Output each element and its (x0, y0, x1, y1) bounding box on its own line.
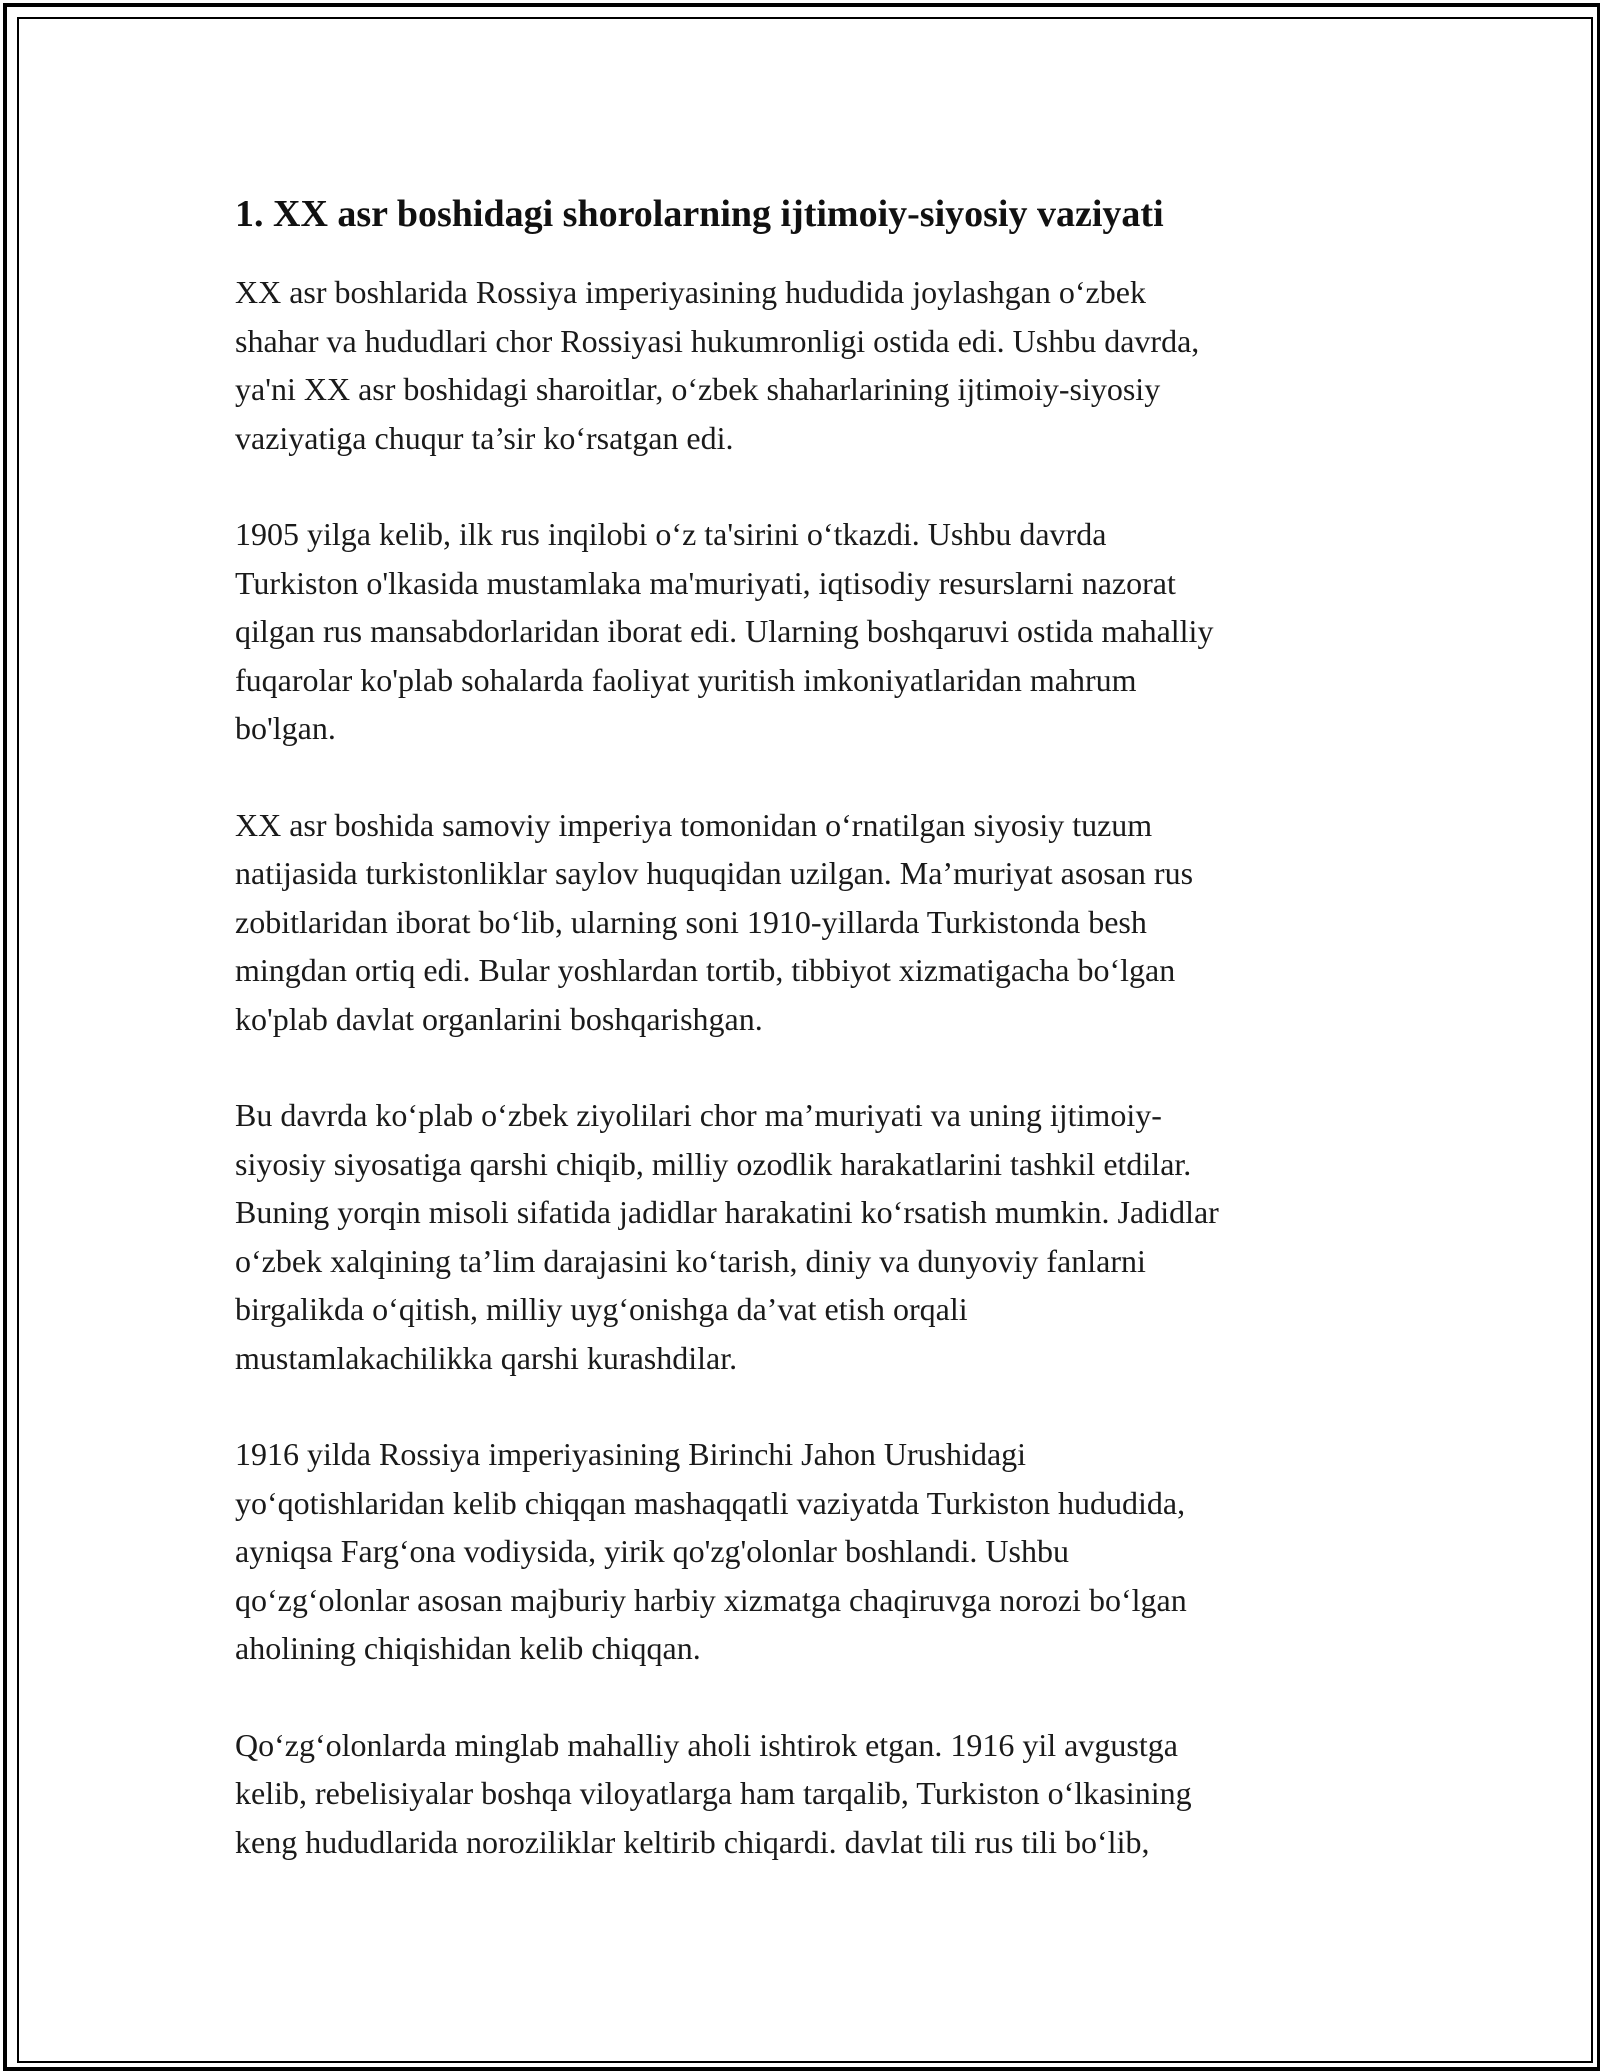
paragraph-line: XX asr boshlarida Rossiya imperiyasining hududida joylashgan o‘zbek (235, 274, 1146, 310)
body-paragraph (235, 1091, 1375, 1382)
paragraph-line: Bu davrda ko‘plab o‘zbek ziyolilari chor ma’muriyati va uning ijtimoiy- (235, 1097, 1162, 1133)
paragraph-line: bo'lgan. (235, 710, 336, 746)
paragraph-line: XX asr boshida samoviy imperiya tomonidan o‘rnatilgan siyosiy tuzum (235, 806, 1153, 843)
paragraph-line: Qo‘zg‘olonlarda minglab mahalliy aholi ishtirok etgan. 1916 yil avgustga (235, 1726, 1178, 1763)
paragraph-line: shahar va hududlari chor Rossiyasi hukumronligi ostida edi. Ushbu davrda, (235, 322, 1200, 359)
body-paragraph (235, 1721, 1375, 1867)
paragraph-list (235, 268, 1375, 1866)
paragraph-line: fuqarolar ko'plab sohalarda faoliyat yuritish imkoniyatlaridan mahrum (235, 661, 1137, 698)
body-paragraph (235, 1430, 1375, 1673)
paragraph-line: mingdan ortiq edi. Bular yoshlardan tortib, tibbiyot xizmatigacha bo‘lgan (235, 952, 1176, 988)
paragraph-line: natijasida turkistonliklar saylov huquqidan uzilgan. Ma’muriyat asosan rus (235, 855, 1194, 891)
body-paragraph (235, 268, 1375, 462)
paragraph-line: siyosiy siyosatiga qarshi chiqib, milliy ozodlik harakatlarini tashkil etdilar. (235, 1145, 1192, 1182)
paragraph-line: Turkiston o'lkasida mustamlaka ma'muriyati, iqtisodiy resurslarni nazorat (235, 564, 1176, 601)
paragraph-line: ko'plab davlat organlarini boshqarishgan. (235, 1000, 763, 1037)
paragraph-line: qilgan rus mansabdorlaridan iborat edi. Ularning boshqaruvi ostida mahalliy (235, 613, 1214, 649)
paragraph-line: birgalikda o‘qitish, milliy uyg‘onishga da’vat etish orqali (235, 1291, 968, 1327)
paragraph-line: Buning yorqin misoli sifatida jadidlar harakatini ko‘rsatish mumkin. Jadidlar (235, 1194, 1219, 1230)
paragraph-line: zobitlaridan iborat bo‘lib, ularning soni 1910-yillarda Turkistonda besh (235, 903, 1147, 940)
paragraph-line: kelib, rebelisiyalar boshqa viloyatlarga ham tarqalib, Turkiston o‘lkasining (235, 1775, 1192, 1811)
document-title: 1. XX asr boshidagi shorolarning ijtimoiy-siyosiy vaziyati (235, 193, 1164, 235)
paragraph-line: mustamlakachilikka qarshi kurashdilar. (235, 1339, 738, 1376)
paragraph-line: 1916 yilda Rossiya imperiyasining Birinchi Jahon Urushidagi (235, 1436, 1027, 1472)
body-paragraph (235, 510, 1375, 753)
paragraph-line: vaziyatiga chuqur ta’sir ko‘rsatgan edi. (235, 419, 734, 456)
paragraph-line: o‘zbek xalqining ta’lim darajasini ko‘tarish, diniy va dunyoviy fanlarni (235, 1242, 1146, 1279)
body-paragraph (235, 801, 1375, 1044)
paragraph-line: ya'ni XX asr boshidagi sharoitlar, o‘zbek shaharlarining ijtimoiy-siyosiy (235, 371, 1161, 407)
paragraph-line: keng hududlarida noroziliklar keltirib chiqardi. davlat tili rus tili bo‘lib, (235, 1823, 1150, 1860)
document-body (235, 188, 1375, 1914)
paragraph-line: qo‘zg‘olonlar asosan majburiy harbiy xizmatga chaqiruvga norozi bo‘lgan (235, 1581, 1187, 1618)
paragraph-line: yo‘qotishlaridan kelib chiqqan mashaqqatli vaziyatda Turkiston hududida, (235, 1484, 1186, 1521)
paragraph-line: aholining chiqishidan kelib chiqqan. (235, 1630, 701, 1666)
paragraph-line: 1905 yilga kelib, ilk rus inqilobi o‘z ta'sirini o‘tkazdi. Ushbu davrda (235, 516, 1107, 552)
paragraph-line: ayniqsa Farg‘ona vodiysida, yirik qo'zg'olonlar boshlandi. Ushbu (235, 1533, 1069, 1569)
